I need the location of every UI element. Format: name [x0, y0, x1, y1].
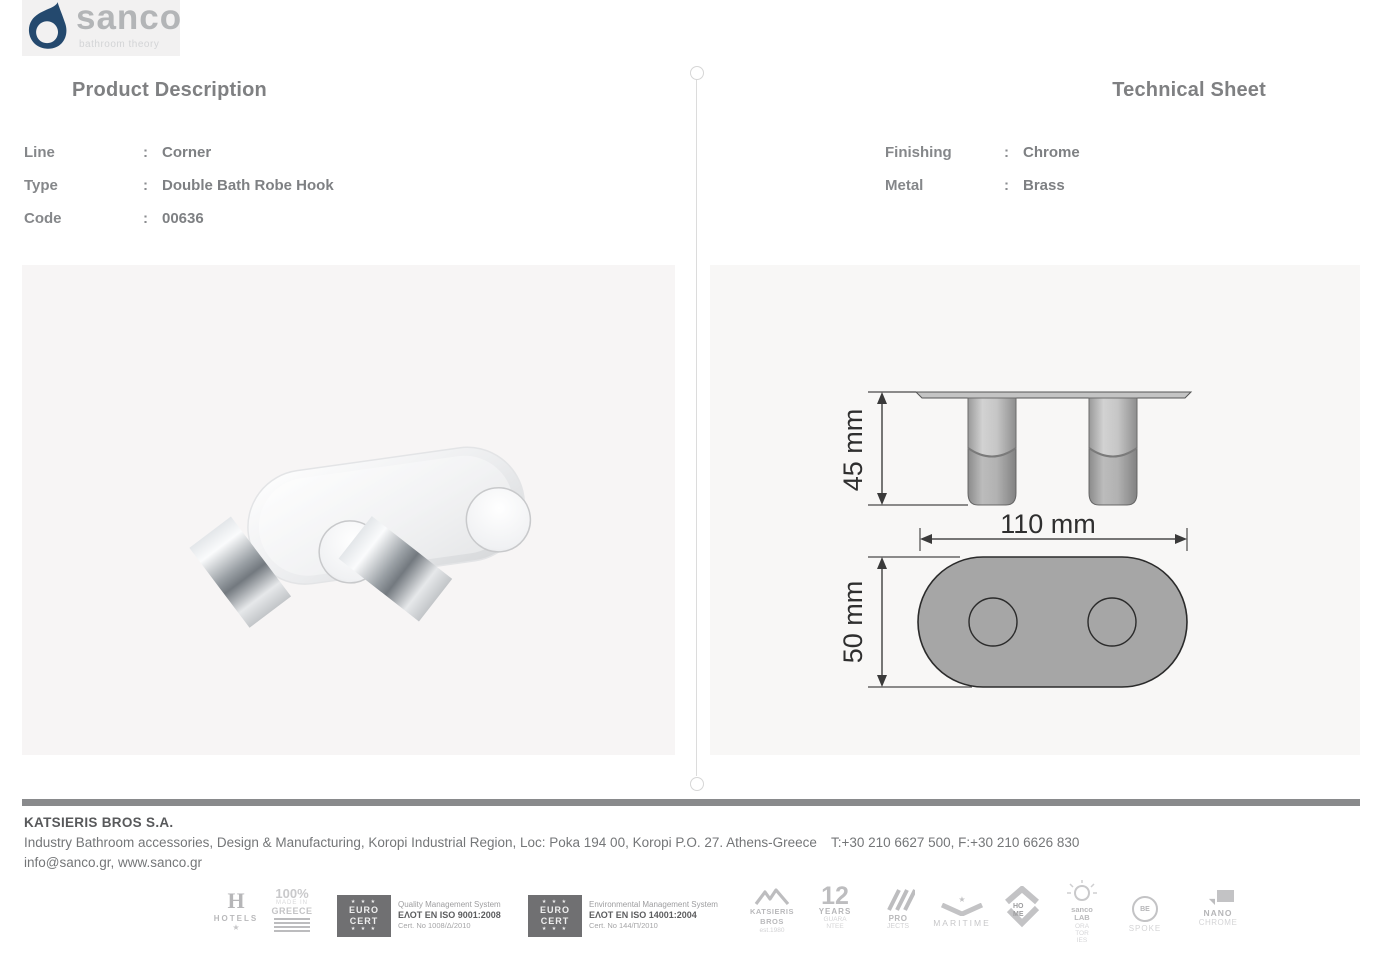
field-value: Brass [1023, 177, 1065, 194]
badge-maritime: ★ MARITIME [933, 895, 991, 928]
field-label: Type [24, 177, 58, 194]
field-label: Code [24, 210, 62, 227]
field-label: Line [24, 144, 55, 161]
chevron-wings-icon [940, 903, 984, 916]
field-finishing: Finishing : Chrome [885, 141, 1315, 164]
badge-made-in-greece: 100% MADE IN GREECE [268, 888, 316, 932]
badge-projects: PRO JECTS [877, 888, 919, 930]
star-icon: ★ [232, 923, 240, 932]
eurocert-logo-icon: ★ ★ ★ EURO CERT ★ ★ ★ [337, 895, 391, 937]
product-photo-panel [22, 265, 675, 755]
company-address: Industry Bathroom accessories, Design & Manufacturing, Koropi Industrial Region, Loc: Poka 194 00, Koropi P.O. 27. Athens-Greece T:+30 210 6627 500, F:+30 210 6626 830 [24, 835, 1080, 850]
hotels-icon: H [227, 888, 245, 913]
product-photo [22, 265, 675, 755]
company-phones: T:+30 210 6627 500, F:+30 210 6626 830 [830, 835, 1080, 850]
divider-circle-top [690, 66, 704, 80]
field-value: Chrome [1023, 144, 1080, 161]
lightbulb-icon [1065, 880, 1099, 906]
hook-side-view [968, 398, 1137, 505]
company-contacts: info@sanco.gr, www.sanco.gr [24, 855, 203, 870]
field-type: Type : Double Bath Robe Hook [24, 174, 454, 197]
badge-hotels: H HOTELS ★ [213, 888, 259, 932]
field-value: Corner [162, 144, 212, 161]
technical-sheet-title: Technical Sheet [1112, 79, 1266, 101]
sanco-logo [22, 0, 183, 56]
nano-arrow-icon: ◥ [1208, 897, 1216, 906]
greek-flag-stripes-icon [274, 918, 310, 932]
field-line: Line : Corner [24, 141, 454, 164]
mountains-icon [754, 888, 790, 906]
field-label: Metal [885, 177, 924, 194]
field-code: Code : 00636 [24, 207, 454, 230]
company-name: KATSIERIS BROS S.A. [24, 815, 174, 830]
water-drop-icon [24, 2, 72, 54]
field-label: Finishing [885, 144, 952, 161]
dim-depth-label: 50 mm [838, 580, 868, 664]
badge-bespoke: BE SPOKE [1122, 896, 1168, 933]
vertical-divider [696, 79, 697, 776]
badge-eurocert-iso9001: ★ ★ ★ EURO CERT ★ ★ ★ Quality Management System ΕΛΟΤ EN ISO 9001:2008 Cert. No 1008/Δ/2010 [337, 895, 501, 937]
eurocert-logo-icon: ★ ★ ★ EURO CERT ★ ★ ★ [528, 895, 582, 937]
footer-divider-bar [22, 799, 1360, 806]
badge-katsieris-bros: KATSIERIS BROS est.1980 [745, 888, 799, 934]
field-value: 00636 [162, 210, 204, 227]
brand-tagline: bathroom theory [79, 39, 160, 50]
badge-eurocert-iso14001: ★ ★ ★ EURO CERT ★ ★ ★ Environmental Management System ΕΛΟΤ EN ISO 14001:2004 Cert. No 144/Π/2010 [528, 895, 718, 937]
badge-sanco-lab: sanco LAB ORA TOR IES [1058, 880, 1106, 944]
divider-circle-bottom [690, 777, 704, 791]
dim-height-label: 45 mm [838, 408, 868, 492]
nano-square-icon [1217, 890, 1234, 902]
technical-drawing [710, 265, 1360, 755]
product-fields [24, 141, 454, 240]
hook-top-view [918, 557, 1187, 687]
field-metal: Metal : Brass [885, 174, 1315, 197]
technical-fields [885, 141, 1315, 207]
badge-home: HO ME [1000, 886, 1046, 933]
circular-arrow-icon: BE [1132, 896, 1158, 922]
field-value: Double Bath Robe Hook [162, 177, 334, 194]
technical-drawing-panel [710, 265, 1360, 755]
product-description-title: Product Description [72, 79, 267, 101]
badge-nano-chrome: ◥ NANO CHROME [1183, 890, 1253, 927]
badge-12-years-guarantee: 12 YEARS GUARA NTEE [818, 882, 852, 931]
triple-slash-icon [881, 888, 915, 912]
brand-name: sanco [76, 0, 183, 37]
dim-width-label: 110 mm [1000, 509, 1096, 539]
star-icon: ★ [958, 895, 966, 904]
